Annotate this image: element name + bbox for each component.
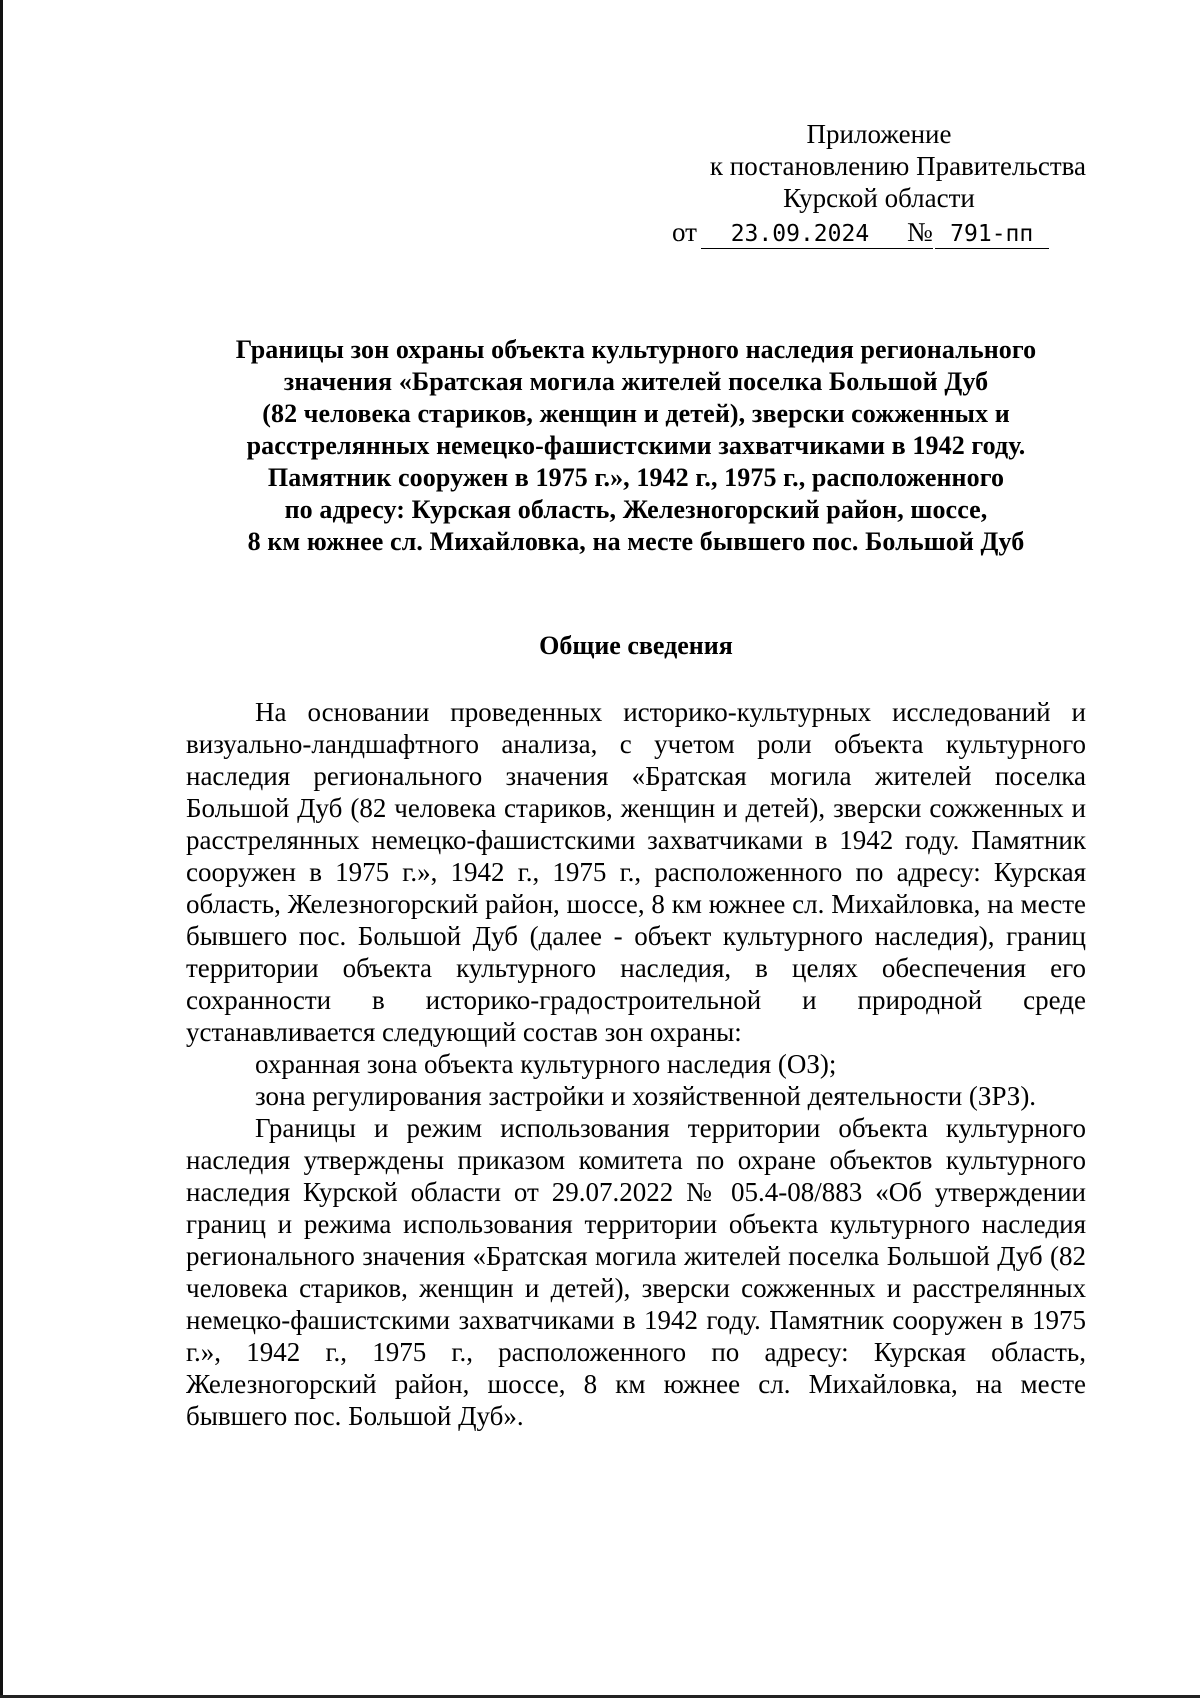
title-line: 8 км южнее сл. Михайловка, на месте бывшего пос. Большой Дуб	[247, 527, 1025, 556]
document-title	[186, 334, 1086, 558]
appendix-resolution-line: к постановлению Правительства	[709, 151, 1086, 181]
appendix-region-line: Курской области	[783, 183, 975, 213]
appendix-label: Приложение	[806, 119, 952, 149]
scan-border-left	[0, 0, 3, 1698]
resolution-number: 791-пп	[935, 220, 1049, 249]
title-line: значения «Братская могила жителей поселка Большой Дуб	[283, 367, 989, 396]
title-line: Памятник сооружен в 1975 г.», 1942 г., 1975 г., расположенного	[267, 463, 1005, 492]
section-heading: Общие сведения	[539, 631, 733, 660]
paragraph-2: Границы и режим использования территории объекта культурного наследия утверждены приказом комитета по охране объектов культурного наследия Курской области от 29.07.2022 № 05.4-08/883 «Об утверждении границ и режима использования территории объекта культурного наследия регионального значения «Братская могила жителей поселка Большой Дуб (82 человека стариков, женщин и детей), зверски сожженных и расстрелянных немецко-фашистскими захватчиками в 1942 году. Памятник сооружен в 1975 г.», 1942 г., 1975 г., расположенного по адресу: Курская область, Железногорский район, шоссе, 8 км южнее сл. Михайловка, на месте бывшего пос. Большой Дуб».	[186, 1113, 1086, 1431]
list-item: зона регулирования застройки и хозяйственной деятельности (ЗРЗ).	[255, 1081, 1037, 1111]
section-body	[186, 696, 1086, 1432]
list-item: охранная зона объекта культурного наследия (ОЗ);	[255, 1049, 837, 1079]
resolution-date: 23.09.2024	[701, 220, 899, 249]
appendix-date-row	[672, 216, 1086, 249]
title-line: (82 человека стариков, женщин и детей), зверски сожженных и	[262, 399, 1010, 428]
title-line: по адресу: Курская область, Железногорский район, шоссе,	[284, 495, 988, 524]
date-prefix: от	[672, 217, 697, 247]
appendix-header	[672, 118, 1086, 249]
number-sign: №	[899, 216, 933, 249]
title-line: Границы зон охраны объекта культурного наследия регионального	[235, 335, 1037, 364]
paragraph-1: На основании проведенных историко-культурных исследований и визуально-ландшафтного анализа, с учетом роли объекта культурного наследия регионального значения «Братская могила жителей поселка Большой Дуб (82 человека стариков, женщин и детей), зверски сожженных и расстрелянных немецко-фашистскими захватчиками в 1942 году. Памятник сооружен в 1975 г.», 1942 г., 1975 г., расположенного по адресу: Курская область, Железногорский район, шоссе, 8 км южнее сл. Михайловка, на месте бывшего пос. Большой Дуб (далее - объект культурного наследия), границ территории объекта культурного наследия, в целях обеспечения его сохранности в историко-градостроительной и природной среде устанавливается следующий состав зон охраны:	[186, 697, 1086, 1047]
title-line: расстрелянных немецко-фашистскими захватчиками в 1942 году.	[246, 431, 1026, 460]
